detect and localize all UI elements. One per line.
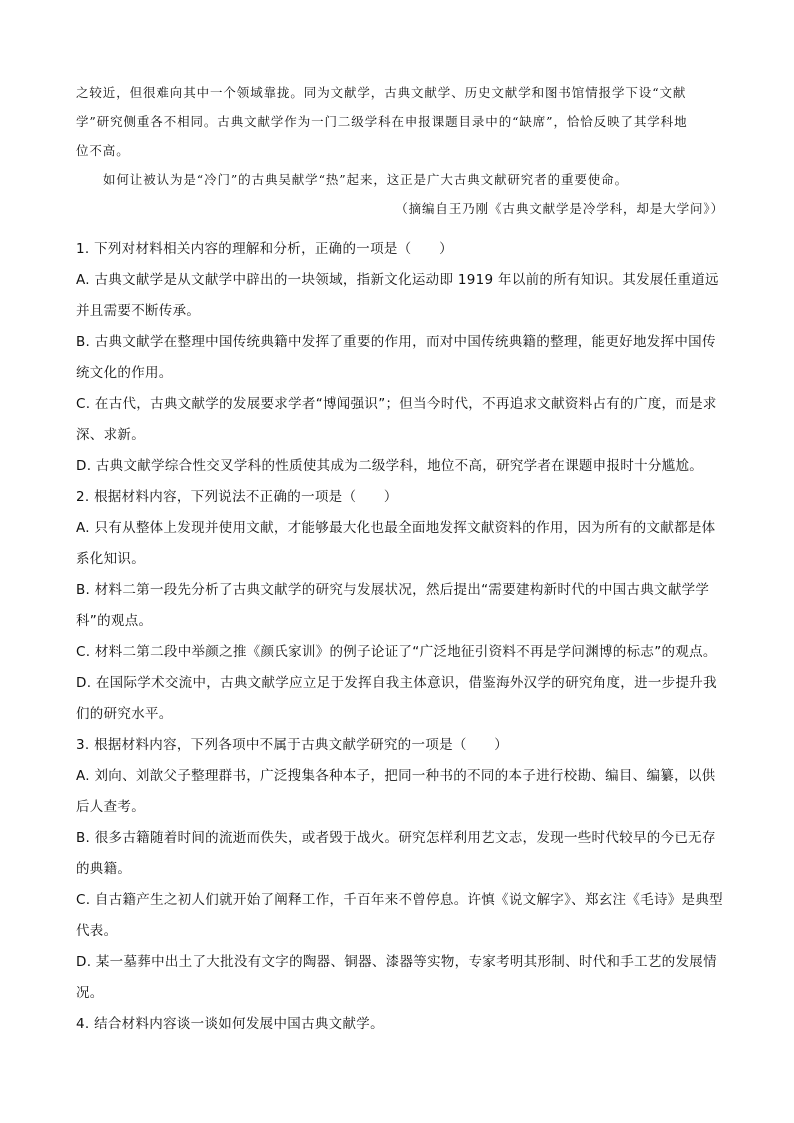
question-1: [76, 234, 726, 482]
question-list: [76, 234, 726, 1040]
option-a-cont: 并且需要不断传承。: [76, 303, 201, 319]
option-b: B. 材料二第一段先分析了古典文献学的研究与发展状况，然后提出“需要建构新时代的中国古典文献学学: [76, 582, 710, 598]
option-b-cont: 科”的观点。: [76, 613, 153, 629]
option-b-cont: 统文化的作用。: [76, 365, 173, 381]
option-d-cont: 们的研究水平。: [76, 706, 173, 722]
question-4: [76, 1009, 726, 1040]
option-b: B. 很多古籍随着时间的流逝而佚失，或者毁于战火。研究怎样利用艺文志，发现一些时代较早的今已无存: [76, 830, 716, 846]
option-c-cont: 深、求新。: [76, 427, 145, 443]
option-c: C. 在古代，古典文献学的发展要求学者“博闻强识”；但当今时代，不再追求文献资料占有的广度，而是求: [76, 396, 717, 412]
question-stem: 4. 结合材料内容谈一谈如何发展中国古典文献学。: [76, 1016, 384, 1032]
question-2: [76, 482, 726, 730]
option-c: C. 自古籍产生之初人们就开始了阐释工作，千百年来不曾停息。许慎《说文解字》、郑玄注《毛诗》是典型: [76, 892, 723, 908]
passage-line: 位不高。: [76, 143, 130, 158]
option-d: D. 某一墓葬中出土了大批没有文字的陶器、铜器、漆器等实物，专家考明其形制、时代和手工艺的发展情: [76, 954, 717, 970]
option-d-cont: 况。: [76, 985, 104, 1001]
option-d: D. 古典文献学综合性交叉学科的性质使其成为二级学科，地位不高，研究学者在课题申报时十分尴尬。: [76, 458, 704, 474]
question-stem: 3. 根据材料内容，下列各项中不属于古典文献学研究的一项是（ ）: [76, 737, 509, 753]
option-c: C. 材料二第二段中举颜之推《颜氏家训》的例子论证了“广泛地征引资料不再是学问渊博的标志”的观点。: [76, 644, 717, 660]
option-a-cont: 后人查考。: [76, 799, 145, 815]
question-stem: 2. 根据材料内容，下列说法不正确的一项是（ ）: [76, 489, 398, 505]
passage-paragraph: 如何让被认为是“冷门”的古典吴献学“热”起来，这正是广大古典文献研究者的重要使命。: [103, 172, 628, 187]
option-b: B. 古典文献学在整理中国传统典籍中发挥了重要的作用，而对中国传统典籍的整理，能更好地发挥中国传: [76, 334, 716, 350]
option-a: A. 古典文献学是从文献学中辟出的一块领域，指新文化运动即 1919 年以前的所有知识。其发展任重道远: [76, 272, 719, 288]
passage-line: 学”研究侧重各不相同。古典文献学作为一门二级学科在申报课题目录中的“缺席”，恰恰反映了其学科地: [76, 114, 688, 129]
option-b-cont: 的典籍。: [76, 861, 132, 877]
option-a: A. 刘向、刘歆父子整理群书，广泛搜集各种本子，把同一种书的不同的本子进行校勘、编目、编纂，以供: [76, 768, 716, 784]
reading-passage: [76, 78, 724, 223]
option-a: A. 只有从整体上发现并使用文献，才能够最大化也最全面地发挥文献资料的作用，因为所有的文献都是体: [76, 520, 716, 536]
passage-line: 之较近，但很难向其中一个领域靠拢。同为文献学，古典文献学、历史文献学和图书馆情报学下设“文献: [76, 85, 687, 100]
option-a-cont: 系化知识。: [76, 551, 145, 567]
question-3: [76, 730, 726, 1009]
option-d: D. 在国际学术交流中，古典文献学应立足于发挥自我主体意识，借鉴海外汉学的研究角度，进一步提升我: [76, 675, 717, 691]
question-stem: 1. 下列对材料相关内容的理解和分析，正确的一项是（ ）: [76, 241, 453, 257]
passage-source: （摘编自王乃刚《古典文献学是冷学科，却是大学问》）: [395, 201, 724, 216]
option-c-cont: 代表。: [76, 923, 118, 939]
